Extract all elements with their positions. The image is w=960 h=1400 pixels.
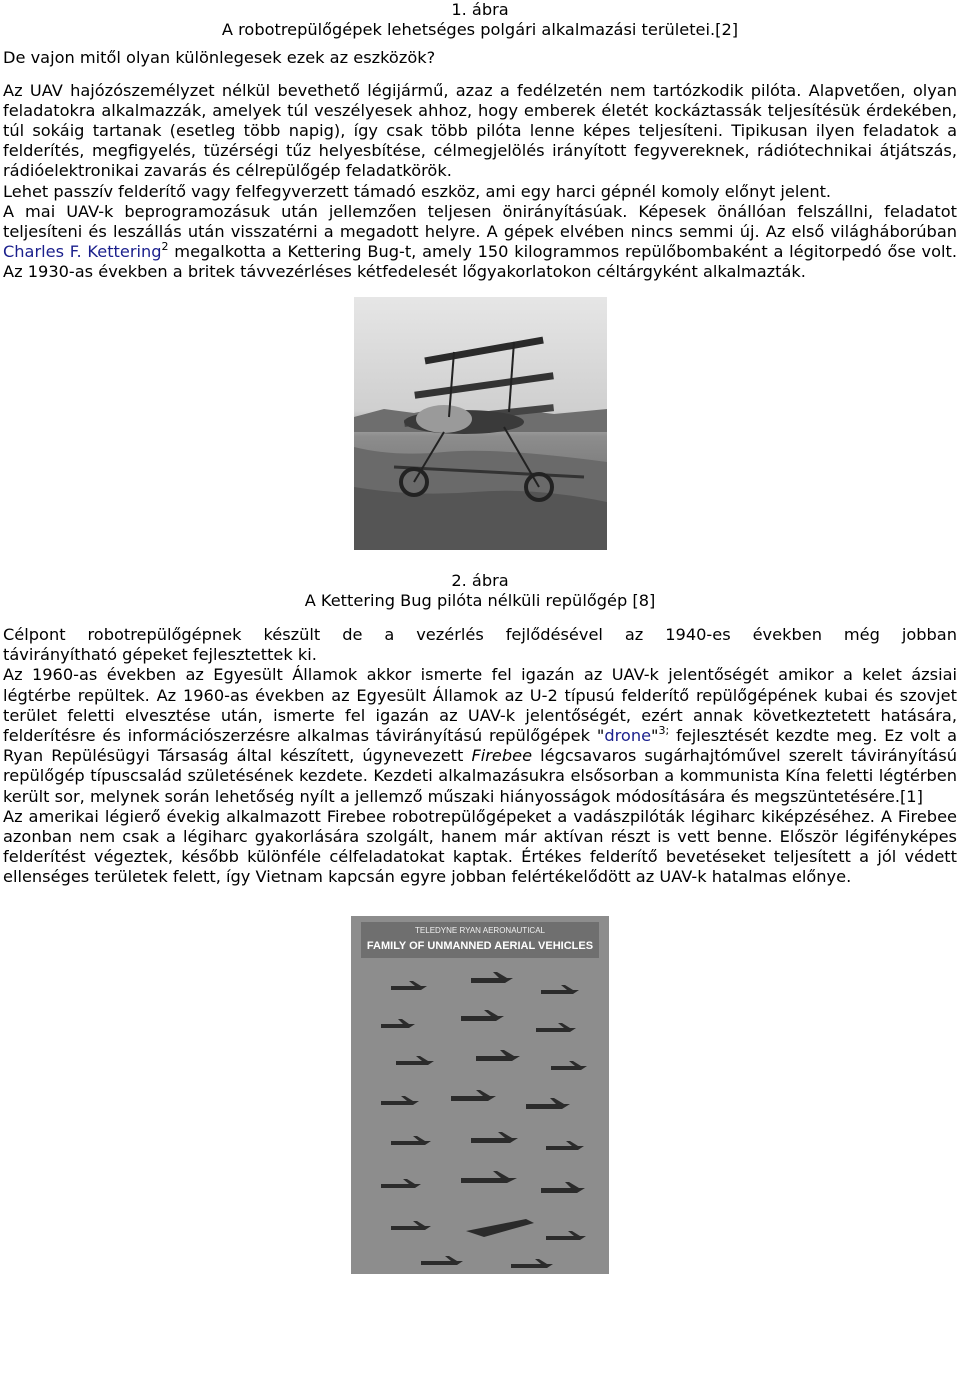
photo-title-2: FAMILY OF UNMANNED AERIAL VEHICLES [366,939,594,952]
uav-family-illustration [351,916,609,1274]
paragraph-target-line-b: távirányítható gépeket fejlesztettek ki. [3,645,317,665]
paragraph-target-line-a: Célpont robotrepülőgépnek készült de a vezérlés fejlődésével az 1940-es években még jobban [3,625,957,645]
footnote-ref-2[interactable]: 2 [161,240,169,254]
photo-title-1: TELEDYNE RYAN AERONAUTICAL [415,925,545,935]
figure-1-number: 1. ábra [451,0,509,19]
paragraph-firebee: Az amerikai légierő évekig alkalmazott Firebee robotrepülőgépeket a vadászpilóták légiharc kiképzéséhez. A Firebee azonban nem csak a légiharc gyakorlására szolgált, hanem már aktívan részt is vett benne. Először légifényképes felderítést végeztek, később különféle célfeladatokat kaptak. Értékes felderítő bevetéseket teljesített a jól védett ellenséges területek felett, így Vietnam kapcsán egyre jobban felértékelődött az UAV-k hatalmas előnye. [3,806,957,887]
firebee-italic: Firebee [471,746,533,766]
text: Az 1960-as években az Egyesült Államok akkor ismerte fel igazán az UAV-k jelentőségét amikor a kelet ázsiai légtérbe repültek. Az 1960-as években az Egyesült Államok az U-2 típusú felderítő repülőgépének kubai és szovjet terület feletti elvesztése után, ismerte fel igazán az UAV-k jelentőségét, ezért annak következtetett hatására, felderítésre és információszerzésre alkalmas távirányítású repülőgépek " [3,665,957,746]
figure-2-caption: A Kettering Bug pilóta nélküli repülőgép [8] [304,590,656,610]
paragraph-uav-intro [3,81,957,182]
paragraph-1960s [3,665,957,806]
question-heading: De vajon mitől olyan különlegesek ezek az eszközök? [3,48,436,68]
uav-family-photo [351,916,609,1274]
text: A mai UAV-k beprogramozásuk után jellemzően teljesen önirányításúak. Képesek önállóan felszállni, feladatot teljesíteni és leszállás után visszatérni a megadott helyre. A gépek elvében nincs semmi új. Az első világháborúban [3,201,957,242]
text: Az UAV hajózószemélyzet nélkül bevethető légijármű, azaz a fedélzetén nem tartózkodik pilóta. Alapvetően, olyan feladatokra alkalmazzák, amelyek túl veszélyesek ahhoz, hogy emberek életét kockáztassák teljesítésük érdekében, túl sokáig tartanak (esetleg több napig), így csak több pilóta lenne képes teljesíteni. Tipikusan ilyen feladatok a felderítés, megfigyelés, tüzérségi tűz helyesbítése, célmegjelölés irányított fegyvereknek, rádiótechnikai átjátszás, rádióelektronikai zavarás és célrepülőgép feladatkörök. [3,80,957,181]
text: " [651,726,659,746]
text: megalkotta a Kettering Bug-t, amely 150 kilogrammos repülőbombaként a légitorpedó őse volt. Az 1930-as években a britek távvezérléses kétfedelesét lőgyakorlatokon céltárgyként alkalmazták. [3,242,957,282]
figure-2-number: 2. ábra [451,570,509,590]
kettering-bug-photo [354,297,607,550]
document-page [3,0,957,1274]
figure-1-caption: A robotrepülőgépek lehetséges polgári alkalmazási területei.[2] [221,20,739,40]
link-kettering[interactable]: Kettering [87,242,162,262]
footnote-ref-3[interactable]: 3; [658,724,670,738]
text: fejlesztését kezdte meg. Ez volt a Ryan Repülésügyi Társaság által készített, úgynevezett [3,726,958,766]
text: légcsavaros sugárhajtóművel szerelt távirányítású repülőgép típuscsalád születésének kezdete. Kezdeti alkalmazásukra elsősorban a kommunista Kína feletti légtérben került sor, melynek során lehetőség nyílt a jellemző műszaki hiányosságok módosítására és megszüntetésére.[1] [3,746,957,806]
paragraph-passive-recon: Lehet passzív felderítő vagy felfegyverzett támadó eszköz, ami egy harci gépnél komoly előnyt jelent. [3,181,832,201]
link-charles-f[interactable]: Charles F. [3,242,82,262]
kettering-bug-illustration [354,297,607,550]
link-drone[interactable]: drone [604,726,652,746]
paragraph-modern-uav [3,202,957,283]
